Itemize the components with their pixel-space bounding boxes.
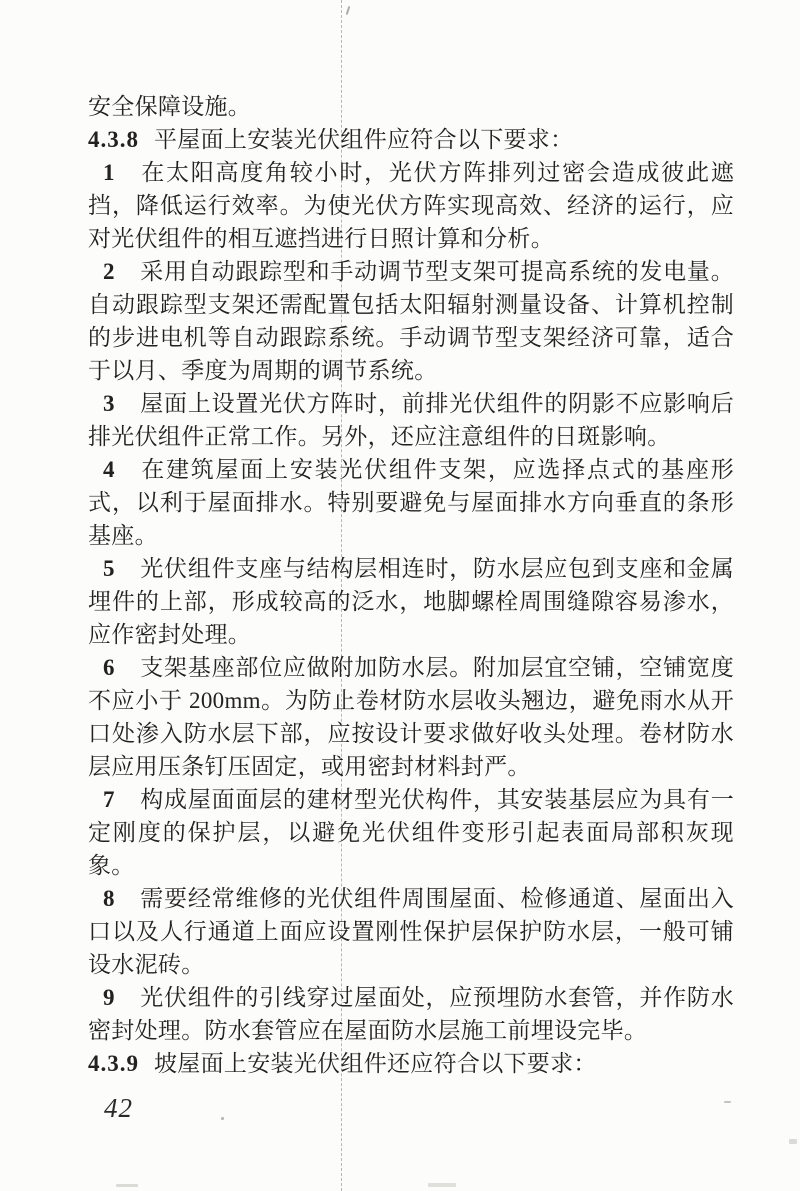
- item-number: 6: [103, 655, 115, 680]
- item-text: 需要经常维修的光伏组件周围屋面、检修通道、屋面出入口以及人行通道上面应设置刚性保护层保护防水层，一般可铺设水泥砖。: [88, 886, 734, 977]
- item-number: 7: [103, 787, 115, 812]
- section-title: 平屋面上安装光伏组件应符合以下要求：: [154, 127, 574, 152]
- item-number: 1: [103, 160, 115, 185]
- item-text: 构成屋面面层的建材型光伏构件，其安装基层应为具有一定刚度的保护层，以避免光伏组件变形引起表面局部积灰现象。: [88, 787, 734, 878]
- section-number: 4.3.8: [88, 127, 139, 152]
- scan-speck: [724, 1101, 731, 1103]
- item-number: 5: [103, 556, 115, 581]
- item-text: 光伏组件的引线穿过屋面处，应预埋防水套管，并作防水密封处理。防水套管应在屋面防水层施工前埋设完毕。: [88, 985, 734, 1043]
- item-text: 在太阳高度角较小时，光伏方阵排列过密会造成彼此遮挡，降低运行效率。为使光伏方阵实现高效、经济的运行，应对光伏组件的相互遮挡进行日照计算和分析。: [88, 160, 734, 251]
- item-text: 采用自动跟踪型和手动调节型支架可提高系统的发电量。自动跟踪型支架还需配置包括太阳辐射测量设备、计算机控制的步进电机等自动跟踪系统。手动调节型支架经济可靠，适合于以月、季度为周期的调节系统。: [88, 259, 734, 383]
- list-item-8: [88, 882, 734, 981]
- list-item-7: [88, 783, 734, 882]
- paragraph-continuation: 安全保障设施。: [88, 94, 252, 119]
- item-number: 4: [103, 457, 115, 482]
- section-heading-4-3-9: [88, 1047, 734, 1080]
- section-heading-4-3-8: [88, 123, 734, 156]
- list-item-5: [88, 552, 734, 651]
- scan-speck: [428, 1183, 456, 1187]
- scan-speck: [221, 1117, 224, 1120]
- list-item-1: [88, 156, 734, 255]
- item-text: 在建筑屋面上安装光伏组件支架，应选择点式的基座形式，以利于屋面排水。特别要避免与屋面排水方向垂直的条形基座。: [88, 457, 734, 548]
- scan-speck: [116, 1184, 138, 1187]
- list-item-3: [88, 387, 734, 453]
- item-text: 屋面上设置光伏方阵时，前排光伏组件的阴影不应影响后排光伏组件正常工作。另外，还应注意组件的日斑影响。: [88, 391, 734, 449]
- item-text: 支架基座部位应做附加防水层。附加层宜空铺，空铺宽度不应小于 200mm。为防止卷材防水层收头翘边，避免雨水从开口处渗入防水层下部，应按设计要求做好收头处理。卷材防水层应用压条钉压固定，或用密封材料封严。: [88, 655, 734, 779]
- list-item-4: [88, 453, 734, 552]
- list-item-9: [88, 981, 734, 1047]
- page-number: 42: [104, 1093, 133, 1123]
- list-item-2: [88, 255, 734, 387]
- list-item-6: [88, 651, 734, 783]
- item-number: 3: [103, 391, 115, 416]
- item-number: 9: [103, 985, 115, 1010]
- item-number: 8: [103, 886, 115, 911]
- scan-speck: [789, 1139, 797, 1144]
- section-title: 坡屋面上安装光伏组件还应符合以下要求：: [154, 1051, 597, 1076]
- section-number: 4.3.9: [88, 1051, 139, 1076]
- item-number: 2: [103, 259, 115, 284]
- item-text: 光伏组件支座与结构层相连时，防水层应包到支座和金属埋件的上部，形成较高的泛水，地脚螺栓周围缝隙容易渗水，应作密封处理。: [88, 556, 734, 647]
